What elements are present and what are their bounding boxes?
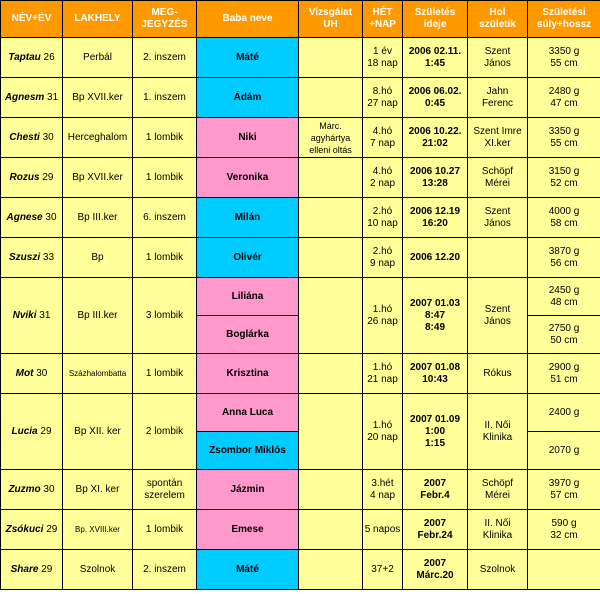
nickname: Chesti — [9, 131, 40, 143]
birthplace-cell: Szolnok — [468, 550, 528, 590]
exam-cell — [299, 158, 363, 198]
age: 30 — [39, 131, 54, 143]
weight-length-cell: 2750 g 50 cm — [528, 316, 600, 354]
nickname: Lucia — [11, 425, 38, 437]
exam-cell — [299, 470, 363, 510]
birth-time-cell: 2006 02.11. 1:45 — [403, 38, 468, 78]
residence-cell: Bp III.ker — [63, 278, 133, 354]
note-cell: 2 lombik — [133, 394, 197, 470]
table-row — [1, 198, 600, 238]
baby-name-cell: Liliána — [197, 278, 299, 316]
age-weeks-cell: 1.hó 26 nap — [363, 278, 403, 354]
table-row — [1, 78, 600, 118]
age: 29 — [38, 563, 53, 575]
exam-cell — [299, 354, 363, 394]
name-age-cell — [1, 158, 63, 198]
age: 26 — [40, 51, 55, 63]
age-weeks-cell: 2.hó 10 nap — [363, 198, 403, 238]
age: 31 — [44, 91, 59, 103]
note-cell: 1 lombik — [133, 158, 197, 198]
age-weeks-cell: 1.hó 21 nap — [363, 354, 403, 394]
baby-name-cell: Milán — [197, 198, 299, 238]
age-weeks-cell: 8.hó 27 nap — [363, 78, 403, 118]
nickname: Agnese — [6, 211, 43, 223]
birth-time-cell: 2006 06.02. 0:45 — [403, 78, 468, 118]
baby-name-cell: Jázmin — [197, 470, 299, 510]
weight-length-cell: 4000 g 58 cm — [528, 198, 600, 238]
baby-name-cell: Veronika — [197, 158, 299, 198]
age-weeks-cell: 5 napos — [363, 510, 403, 550]
table-row — [1, 118, 600, 158]
birthplace-cell: II. Női Klinika — [468, 510, 528, 550]
note-cell: 1 lombik — [133, 510, 197, 550]
table-row — [1, 238, 600, 278]
exam-cell — [299, 550, 363, 590]
weight-length-cell: 3970 g 57 cm — [528, 470, 600, 510]
birth-time-cell: 2007 Febr.24 — [403, 510, 468, 550]
birthplace-cell: Szent Imre XI.ker — [468, 118, 528, 158]
name-age-cell — [1, 78, 63, 118]
column-header: Hol születik — [468, 1, 528, 38]
exam-cell — [299, 38, 363, 78]
age: 29 — [39, 171, 54, 183]
age: 29 — [43, 523, 58, 535]
note-cell: 1. inszem — [133, 78, 197, 118]
residence-cell: Bp III.ker — [63, 198, 133, 238]
exam-cell — [299, 278, 363, 354]
residence-cell: Perbál — [63, 38, 133, 78]
nickname: Taptau — [8, 51, 41, 63]
age-weeks-cell: 4.hó 7 nap — [363, 118, 403, 158]
note-cell: 1 lombik — [133, 238, 197, 278]
name-age-cell — [1, 354, 63, 394]
age-weeks-cell: 4.hó 2 nap — [363, 158, 403, 198]
nickname: Share — [10, 563, 39, 575]
exam-cell — [299, 78, 363, 118]
name-age-cell — [1, 118, 63, 158]
baby-name-cell: Niki — [197, 118, 299, 158]
exam-cell — [299, 238, 363, 278]
table-row — [1, 394, 600, 432]
table-row — [1, 510, 600, 550]
name-age-cell — [1, 278, 63, 354]
nickname: Rozus — [9, 171, 40, 183]
exam-cell — [299, 394, 363, 470]
birth-time-cell: 2007 01.09 1:00 1:15 — [403, 394, 468, 470]
nickname: Zsókuci — [5, 523, 44, 535]
name-age-cell — [1, 238, 63, 278]
note-cell: spontán szerelem — [133, 470, 197, 510]
age-weeks-cell: 3.hét 4 nap — [363, 470, 403, 510]
table-row — [1, 354, 600, 394]
birth-time-cell: 2006 10.27 13:28 — [403, 158, 468, 198]
birthplace-cell: II. Női Klinika — [468, 394, 528, 470]
column-header: LAKHELY — [63, 1, 133, 38]
birth-time-cell: 2007 01.08 10:43 — [403, 354, 468, 394]
birth-time-cell: 2006 12.19 16:20 — [403, 198, 468, 238]
residence-cell: Bp XI. ker — [63, 470, 133, 510]
birthplace-cell: Szent János — [468, 278, 528, 354]
name-age-cell — [1, 470, 63, 510]
birthplace-cell: Schöpf Mérei — [468, 158, 528, 198]
birthplace-cell: Schöpf Mérei — [468, 470, 528, 510]
table-row — [1, 38, 600, 78]
exam-cell — [299, 510, 363, 550]
weight-length-cell — [528, 550, 600, 590]
birth-time-cell: 2006 10.22. 21:02 — [403, 118, 468, 158]
note-cell: 3 lombik — [133, 278, 197, 354]
age: 30 — [40, 483, 55, 495]
weight-length-cell: 3350 g 55 cm — [528, 38, 600, 78]
table-row — [1, 278, 600, 316]
weight-length-cell: 3150 g 52 cm — [528, 158, 600, 198]
residence-cell: Százhalombatta — [63, 354, 133, 394]
baby-name-cell: Máté — [197, 38, 299, 78]
exam-cell: Márc. agyhártya elleni oltás — [299, 118, 363, 158]
note-cell: 2. inszem — [133, 38, 197, 78]
baby-name-cell: Ádám — [197, 78, 299, 118]
age: 29 — [37, 425, 52, 437]
birth-time-cell: 2007 01.03 8:47 8:49 — [403, 278, 468, 354]
note-cell: 2. inszem — [133, 550, 197, 590]
table-row — [1, 158, 600, 198]
age: 31 — [36, 309, 51, 321]
weight-length-cell: 2400 g — [528, 394, 600, 432]
name-age-cell — [1, 394, 63, 470]
header-row — [1, 1, 600, 38]
weight-length-cell: 2450 g 48 cm — [528, 278, 600, 316]
birthplace-cell: Szent János — [468, 198, 528, 238]
name-age-cell — [1, 550, 63, 590]
table-row — [1, 470, 600, 510]
baby-name-cell: Zsombor Miklós — [197, 432, 299, 470]
baby-name-cell: Olivér — [197, 238, 299, 278]
column-header: MEG- JEGYZÉS — [133, 1, 197, 38]
column-header: HÉT +NAP — [363, 1, 403, 38]
baby-name-cell: Máté — [197, 550, 299, 590]
birth-time-cell: 2007 Márc.20 — [403, 550, 468, 590]
baby-name-cell: Emese — [197, 510, 299, 550]
name-age-cell — [1, 38, 63, 78]
birth-time-cell: 2007 Febr.4 — [403, 470, 468, 510]
note-cell: 1 lombik — [133, 354, 197, 394]
residence-cell: Bp XVII.ker — [63, 158, 133, 198]
age: 30 — [33, 367, 48, 379]
name-age-cell — [1, 510, 63, 550]
note-cell: 6. inszem — [133, 198, 197, 238]
column-header: Születési súly+hossz — [528, 1, 600, 38]
nickname: Nviki — [12, 309, 37, 321]
residence-cell: Bp XII. ker — [63, 394, 133, 470]
table-row — [1, 550, 600, 590]
nickname: Agnesm — [4, 91, 45, 103]
weight-length-cell: 3870 g 56 cm — [528, 238, 600, 278]
column-header: Baba neve — [197, 1, 299, 38]
weight-length-cell: 590 g 32 cm — [528, 510, 600, 550]
age-weeks-cell: 37+2 — [363, 550, 403, 590]
exam-cell — [299, 198, 363, 238]
nickname: Mot — [15, 367, 34, 379]
age: 33 — [40, 251, 55, 263]
birthplace-cell: Rókus — [468, 354, 528, 394]
name-age-cell — [1, 198, 63, 238]
age: 30 — [42, 211, 57, 223]
column-header: Születés ideje — [403, 1, 468, 38]
age-weeks-cell: 1.hó 20 nap — [363, 394, 403, 470]
nickname: Zuzmo — [8, 483, 41, 495]
baby-name-cell: Krisztina — [197, 354, 299, 394]
column-header: Vizsgálat UH — [299, 1, 363, 38]
nickname: Szuszi — [8, 251, 41, 263]
residence-cell: Szolnok — [63, 550, 133, 590]
baby-name-cell: Boglárka — [197, 316, 299, 354]
weight-length-cell: 2900 g 51 cm — [528, 354, 600, 394]
column-header: NÉV+ÉV — [1, 1, 63, 38]
birth-time-cell: 2006 12.20 — [403, 238, 468, 278]
residence-cell: Bp — [63, 238, 133, 278]
residence-cell: Herceghalom — [63, 118, 133, 158]
residence-cell: Bp XVII.ker — [63, 78, 133, 118]
baby-name-cell: Anna Luca — [197, 394, 299, 432]
table-body — [1, 38, 600, 590]
weight-length-cell: 3350 g 55 cm — [528, 118, 600, 158]
weight-length-cell: 2480 g 47 cm — [528, 78, 600, 118]
birthplace-cell: Jahn Ferenc — [468, 78, 528, 118]
age-weeks-cell: 2.hó 9 nap — [363, 238, 403, 278]
residence-cell: Bp. XVIII.ker — [63, 510, 133, 550]
birthplace-cell — [468, 238, 528, 278]
note-cell: 1 lombik — [133, 118, 197, 158]
weight-length-cell: 2070 g — [528, 432, 600, 470]
age-weeks-cell: 1 év 18 nap — [363, 38, 403, 78]
birthplace-cell: Szent János — [468, 38, 528, 78]
